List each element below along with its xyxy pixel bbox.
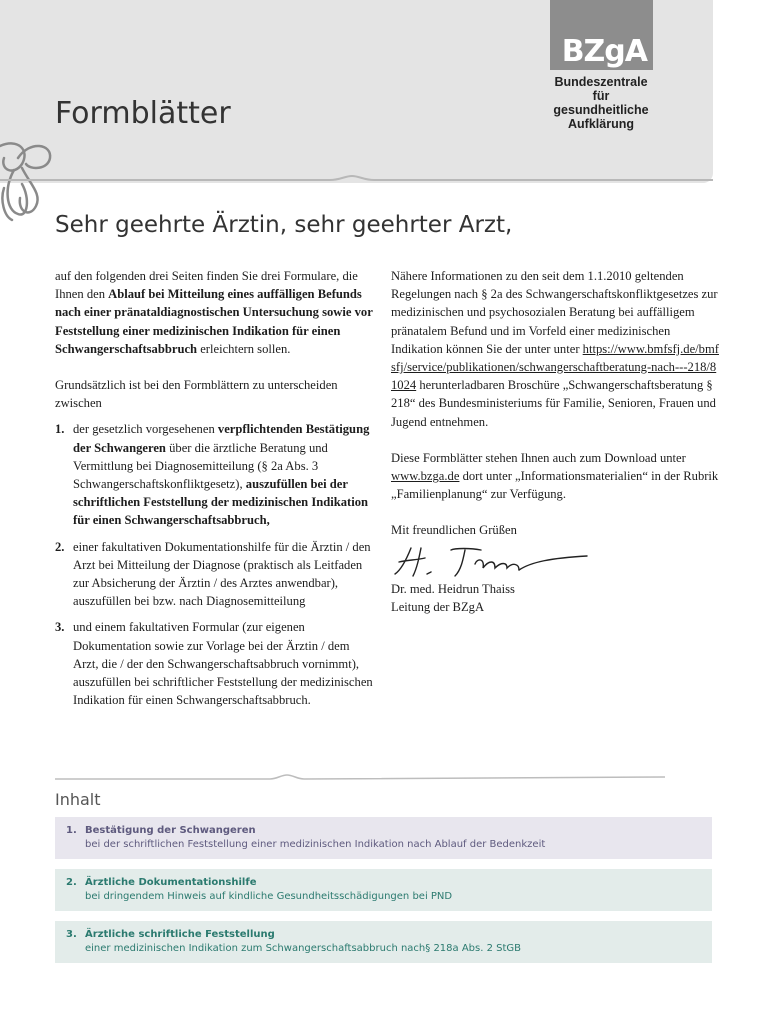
signer-role: Leitung der BZgA — [391, 599, 485, 614]
toc-subtitle: bei der schriftlichen Feststellung einer medizinischen Indikation nach Ablauf der Bedenkzeit — [85, 839, 546, 850]
header-divider — [0, 170, 713, 190]
download-paragraph — [391, 449, 721, 504]
toc-item-3 — [55, 921, 712, 963]
text-run: erleichtern sollen. — [197, 341, 291, 356]
text-run: Nähere Informationen zu den seit dem 1.1.2010 geltenden Regelungen nach § 2a des Schwangerschaftskonfliktgesetzes zur medizinischen und psychosozialen Beratung bei auffälligem pränatalem Befund und im Vorfeld einer medizinischen Indikation können Sie der unter unter — [391, 269, 718, 356]
toc-number: 1. — [66, 825, 77, 836]
left-column — [55, 267, 375, 709]
bzga-logo — [550, 0, 653, 70]
form-list — [55, 420, 375, 709]
logo-caption-line: für — [592, 89, 610, 103]
text-run: der gesetzlich vorgesehenen — [73, 422, 218, 437]
signature-icon — [391, 544, 591, 580]
page-title: Formblätter — [55, 96, 231, 131]
logo-caption-line: Aufklärung — [568, 117, 634, 131]
toc-title: Ärztliche schriftliche Feststellung — [85, 929, 275, 940]
toc-title: Ärztliche Dokumentationshilfe — [85, 877, 257, 888]
text-run: auf den folgenden drei Seiten finden Sie drei Formulare, die Ihnen den — [55, 269, 358, 302]
info-paragraph — [391, 267, 721, 431]
text-run: herunterladbaren Broschüre „Schwangerschaftsberatung § 218“ des Bundesministeriums für Familie, Senioren, Frauen und Jugend entnehmen. — [391, 378, 716, 429]
text-run: und einem fakultativen Formular (zur eigenen Dokumentation sowie zur Vorlage bei der Ärztin / dem Arzt, die / der den Schwangerschaftsabbruch vornimmt), auszufüllen bei schriftlicher Feststellung der medizinischen Indikation für einen Schwangerschaftsabbruch. — [73, 620, 373, 708]
text-run: dort unter „Informationsmaterialien“ in der Rubrik „Familienplanung“ zur Verfügung. — [391, 469, 719, 502]
list-number: 3. — [55, 620, 65, 635]
list-item — [55, 420, 375, 529]
logo-caption — [546, 75, 656, 131]
closing-greeting: Mit freundlichen Grüßen — [391, 523, 517, 538]
bzga-link[interactable]: www.bzga.de — [391, 469, 460, 484]
logo-caption-line: Bundeszentrale — [554, 75, 648, 89]
list-item — [55, 618, 375, 709]
salutation: Sehr geehrte Ärztin, sehr geehrter Arzt, — [55, 212, 513, 238]
distinguish-paragraph: Grundsätzlich ist bei den Formblättern zu unterscheiden zwischen — [55, 378, 338, 411]
signer-name: Dr. med. Heidrun Thaiss — [391, 581, 515, 596]
bold-run: auszufüllen bei der schriftlichen Feststellung der medizinischen Indikation für einen Schwangerschaftsabbruch, — [73, 477, 369, 528]
toc-number: 2. — [66, 877, 77, 888]
text-run: Diese Formblätter stehen Ihnen auch zum Download unter — [391, 450, 686, 465]
toc-subtitle: bei dringendem Hinweis auf kindliche Gesundheitsschädigungen bei PND — [85, 891, 453, 902]
intro-paragraph — [55, 267, 375, 358]
section-divider — [55, 772, 665, 784]
contents-heading: Inhalt — [55, 790, 101, 809]
bold-run: Ablauf bei Mitteilung eines auffälligen Befunds nach einer pränataldiagnostischen Untersuchung sowie vor Feststellung einer medizinischen Indikation für einen Schwangerschaftsabbruch — [55, 287, 373, 356]
text-run: über die ärztliche Beratung und Vermittlung bei Diagnosemitteilung (§ 2a Abs. 3 Schwangerschaftskonfliktgesetz), — [73, 440, 328, 492]
logo-text: BZgA — [561, 34, 647, 69]
toc-number: 3. — [66, 929, 77, 940]
toc-item-2 — [55, 869, 712, 911]
toc-subtitle: einer medizinischen Indikation zum Schwangerschaftsabbruch nach§ 218a Abs. 2 StGB — [85, 943, 522, 954]
right-column — [391, 267, 721, 616]
bold-run: verpflichtenden Bestätigung der Schwangeren — [73, 422, 370, 455]
text-run: einer fakultativen Dokumentationshilfe für die Ärztin / den Arzt bei Mitteilung der Diagnose (praktisch als Leitfaden zur Absicherung der Ärztin / des Arztes anwendbar), auszufüllen bei bzw. nach Diagnosemitteilung — [73, 539, 371, 609]
toc-item-1 — [55, 817, 712, 859]
toc-title: Bestätigung der Schwangeren — [85, 825, 256, 836]
list-item — [55, 538, 375, 611]
logo-caption-line: gesundheitliche — [553, 103, 649, 117]
list-number: 2. — [55, 539, 65, 554]
list-number: 1. — [55, 422, 65, 437]
bmfsfj-link[interactable]: https://www.bmfsfj.de/bmfsfj/service/publikationen/schwangerschaftberatung-nach---218/81024 — [391, 341, 719, 393]
